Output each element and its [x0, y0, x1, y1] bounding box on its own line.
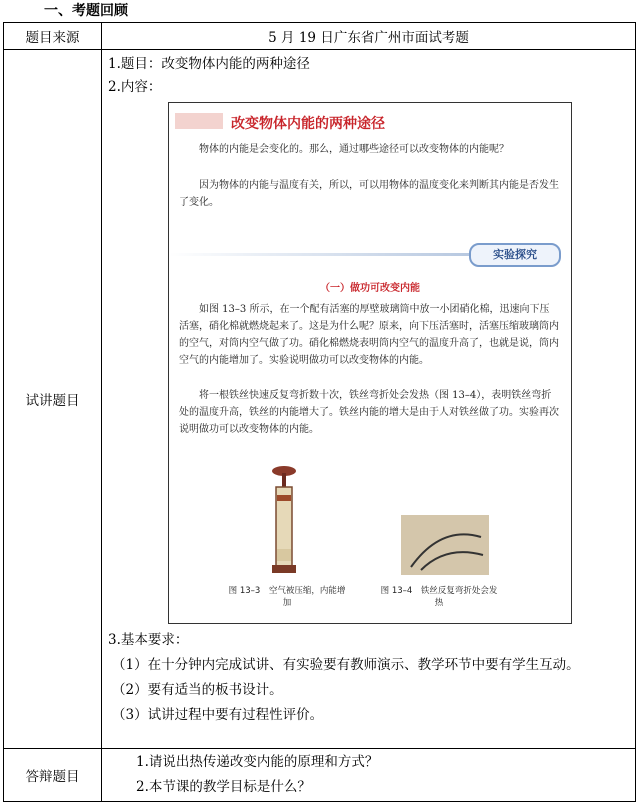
source-row — [4, 23, 636, 50]
experiment-tag: 实验探究 — [469, 243, 561, 267]
exam-table — [3, 22, 636, 802]
requirement-1: （1）在十分钟内完成试讲、有实验要有教师演示、教学环节中要有学生互动。 — [112, 657, 580, 673]
textbook-title: 改变物体内能的两种途径 — [231, 116, 385, 132]
defense-label: 答辩题目 — [4, 749, 102, 802]
textbook-subheading: （一）做功可改变内能 — [320, 283, 420, 294]
lecture-label: 试讲题目 — [4, 50, 102, 749]
source-label: 题目来源 — [4, 23, 102, 50]
content-label: 2.内容： — [108, 79, 162, 95]
defense-row — [4, 749, 636, 802]
piston-tube-figure — [269, 465, 299, 577]
figure-2-caption: 图 13–4 铁丝反复弯折处会发热 — [380, 586, 498, 608]
defense-content — [102, 749, 636, 802]
topic-line: 1.题目：改变物体内能的两种途径 — [108, 56, 310, 72]
lecture-row — [4, 50, 636, 749]
section-title: 一、考题回顾 — [44, 3, 128, 19]
figure-1-caption: 图 13–3 空气被压缩，内能增加 — [228, 586, 346, 608]
requirements-label: 3.基本要求： — [108, 632, 189, 648]
lecture-content — [102, 50, 636, 749]
defense-question-2: 2.本节课的教学目标是什么？ — [136, 779, 311, 795]
textbook-para-1: 物体的内能是会变化的。那么，通过哪些途径可以改变物体的内能呢？ — [199, 144, 509, 155]
textbook-para-4: 将一根铁丝快速反复弯折数十次，铁丝弯折处会发热（图 13–4），表明铁丝弯折处的温度升高，铁丝的内能增大了。铁丝内能的增大是由于人对铁丝做了功。实验再次说明做功可以改变物体的内能。 — [179, 390, 559, 435]
textbook-para-3: 如图 13–3 所示，在一个配有活塞的厚壁玻璃筒中放一小团硝化棉，迅速向下压活塞，硝化棉就燃烧起来了。这是为什么呢？原来，向下压活塞时，活塞压缩玻璃筒内的空气，对筒内空气做了功。硝化棉燃烧表明筒内空气的温度升高了，也就是说，筒内空气的内能增加了。实验说明做功可以改变物体的内能。 — [179, 304, 559, 366]
requirement-2: （2）要有适当的板书设计。 — [112, 682, 283, 698]
title-decoration — [175, 113, 223, 129]
requirement-3: （3）试讲过程中要有过程性评价。 — [112, 707, 324, 723]
textbook-para-2: 因为物体的内能与温度有关，所以，可以用物体的温度变化来判断其内能是否发生了变化。 — [179, 180, 559, 208]
textbook-excerpt-image — [168, 102, 572, 624]
source-value: 5 月 19 日广东省广州市面试考题 — [102, 23, 636, 50]
bent-wire-figure — [401, 515, 489, 575]
defense-question-1: 1.请说出热传递改变内能的原理和方式？ — [136, 754, 379, 770]
banner-line — [169, 253, 469, 256]
experiment-banner — [169, 243, 571, 265]
